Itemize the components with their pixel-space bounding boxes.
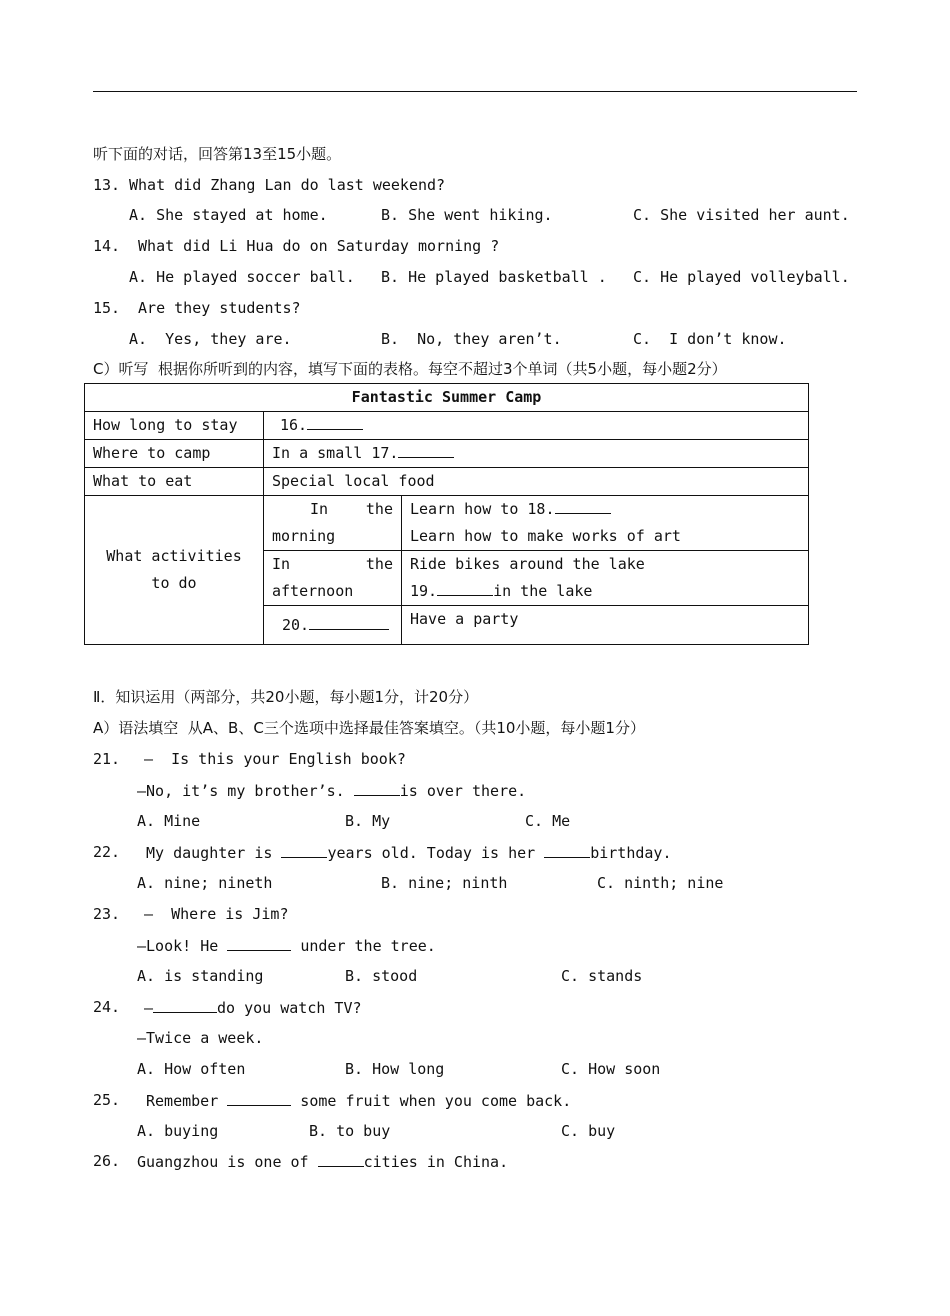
question-13-num: 13. [93, 176, 121, 194]
question-25-option-b: B. to buy [309, 1122, 391, 1140]
question-14-text: What did Li Hua do on Saturday morning ? [129, 237, 500, 255]
question-22-text-c: birthday. [590, 844, 672, 862]
question-22-option-b: B. nine; ninth [381, 874, 508, 892]
question-25-option-c: C. buy [561, 1122, 616, 1140]
question-21-option-c: C. Me [525, 812, 571, 830]
question-15-option-b: B. No, they aren’t. [381, 330, 562, 348]
question-26-text [137, 1152, 508, 1171]
question-15-option-a: A. Yes, they are. [129, 330, 292, 348]
table-title: Fantastic Summer Camp [85, 384, 809, 412]
question-25-text [146, 1091, 571, 1110]
listening-intro: 听下面的对话，回答第13至15小题。 [93, 145, 342, 163]
question-23-num: 23. [93, 905, 121, 923]
afternoon-activity-1: Ride bikes around the lake [410, 555, 645, 573]
dictation-instruction: C）听写 根据你所听到的内容，填写下面的表格。每空不超过3个单词（共5小题，每小题2分） [93, 360, 727, 378]
question-25-option-a: A. buying [137, 1122, 219, 1140]
activities-label-cell [85, 496, 264, 645]
section2-heading: Ⅱ．知识运用（两部分，共20小题，每小题1分，计20分） [93, 688, 479, 706]
table-row [85, 496, 809, 551]
blank-22b [544, 843, 590, 858]
question-13-option-c: C. She visited her aunt. [633, 206, 850, 224]
question-23-option-b: B. stood [345, 967, 418, 985]
morning-line2: morning [272, 527, 336, 545]
afternoon-line2: afternoon [272, 582, 354, 600]
question-21-num: 21. [93, 750, 121, 768]
question-24-option-c: C. How soon [561, 1060, 661, 1078]
activities-label-line1: What activities [106, 547, 242, 565]
question-23-line2-a: –Look! He [137, 937, 228, 955]
afternoon-cell [264, 551, 402, 606]
header-rule [93, 91, 857, 92]
blank-23 [227, 936, 291, 951]
morning-cell [264, 496, 402, 551]
question-24-line1-a: – [144, 999, 154, 1017]
question-25-text-a: Remember [146, 1092, 228, 1110]
question-26-text-a: Guangzhou is one of [137, 1153, 318, 1171]
question-25-text-b: some fruit when you come back. [291, 1092, 572, 1110]
question-22-text-b: years old. Today is her [327, 844, 545, 862]
question-21-option-a: A. Mine [137, 812, 201, 830]
question-13-option-b: B. She went hiking. [381, 206, 553, 224]
question-23-line2-b: under the tree. [291, 937, 436, 955]
where-value-cell [264, 440, 809, 468]
evening-activity: Have a party [402, 606, 809, 645]
summer-camp-table [84, 383, 809, 645]
stay-value: 16. [280, 416, 308, 434]
blank-26 [318, 1152, 364, 1167]
question-22-text [146, 843, 672, 862]
blank-22a [281, 843, 327, 858]
question-15-num: 15. [93, 299, 121, 317]
question-21-line2-b: is over there. [399, 782, 527, 800]
question-15-option-c: C. I don’t know. [633, 330, 787, 348]
question-23-option-c: C. stands [561, 967, 643, 985]
question-26-text-b: cities in China. [363, 1153, 509, 1171]
blank-16 [307, 415, 363, 430]
question-24-line1 [144, 998, 362, 1017]
stay-label: How long to stay [85, 412, 264, 440]
afternoon-activity-2-num: 19. [410, 582, 438, 600]
question-21-line1: – Is this your English book? [144, 750, 406, 768]
question-24-line2: –Twice a week. [137, 1029, 264, 1047]
blank-24 [153, 998, 217, 1013]
afternoon-activities [402, 551, 809, 606]
question-22-text-a: My daughter is [146, 844, 282, 862]
morning-activity-2: Learn how to make works of art [410, 527, 681, 545]
blank-21 [354, 781, 400, 796]
question-22-option-a: A. nine; nineth [137, 874, 273, 892]
question-15-text: Are they students? [129, 299, 301, 317]
where-value: In a small 17. [272, 444, 399, 462]
blank-17 [398, 443, 454, 458]
evening-cell [264, 606, 402, 645]
question-21-line2 [137, 781, 526, 800]
question-25-num: 25. [93, 1091, 121, 1109]
where-label: Where to camp [85, 440, 264, 468]
blank-25 [227, 1091, 291, 1106]
morning-activity-1: Learn how to 18. [410, 500, 555, 518]
stay-value-cell [264, 412, 809, 440]
question-22-option-c: C. ninth; nine [597, 874, 724, 892]
question-24-option-a: A. How often [137, 1060, 246, 1078]
question-14-option-b: B. He played basketball . [381, 268, 607, 286]
blank-19 [437, 581, 493, 596]
question-24-line1-b: do you watch TV? [217, 999, 362, 1017]
question-21-line2-a: –No, it’s my brother’s. [137, 782, 354, 800]
table-row [85, 412, 809, 440]
eat-value: Special local food [264, 468, 809, 496]
question-14-option-a: A. He played soccer ball. [129, 268, 355, 286]
table-row [85, 440, 809, 468]
question-23-option-a: A. is standing [137, 967, 264, 985]
question-23-line1: – Where is Jim? [144, 905, 289, 923]
morning-line1: In the [310, 500, 393, 518]
table-row [85, 468, 809, 496]
question-22-num: 22. [93, 843, 121, 861]
question-21-option-b: B. My [345, 812, 391, 830]
question-13-text: What did Zhang Lan do last weekend? [129, 176, 446, 194]
question-26-num: 26. [93, 1152, 121, 1170]
question-23-line2 [137, 936, 436, 955]
question-14-option-c: C. He played volleyball. [633, 268, 850, 286]
blank-20 [309, 615, 389, 630]
section2-subheading: A）语法填空 从A、B、C三个选项中选择最佳答案填空。（共10小题，每小题1分） [93, 719, 645, 737]
morning-activities [402, 496, 809, 551]
question-24-option-b: B. How long [345, 1060, 445, 1078]
afternoon-activity-2-rest: in the lake [493, 582, 593, 600]
question-14-num: 14. [93, 237, 121, 255]
question-24-num: 24. [93, 998, 121, 1016]
table-row [85, 384, 809, 412]
blank-18 [555, 499, 611, 514]
afternoon-line1: In the [272, 555, 393, 573]
question-13-option-a: A. She stayed at home. [129, 206, 328, 224]
activities-label-line2: to do [151, 574, 197, 592]
evening-value: 20. [282, 615, 310, 634]
eat-label: What to eat [85, 468, 264, 496]
